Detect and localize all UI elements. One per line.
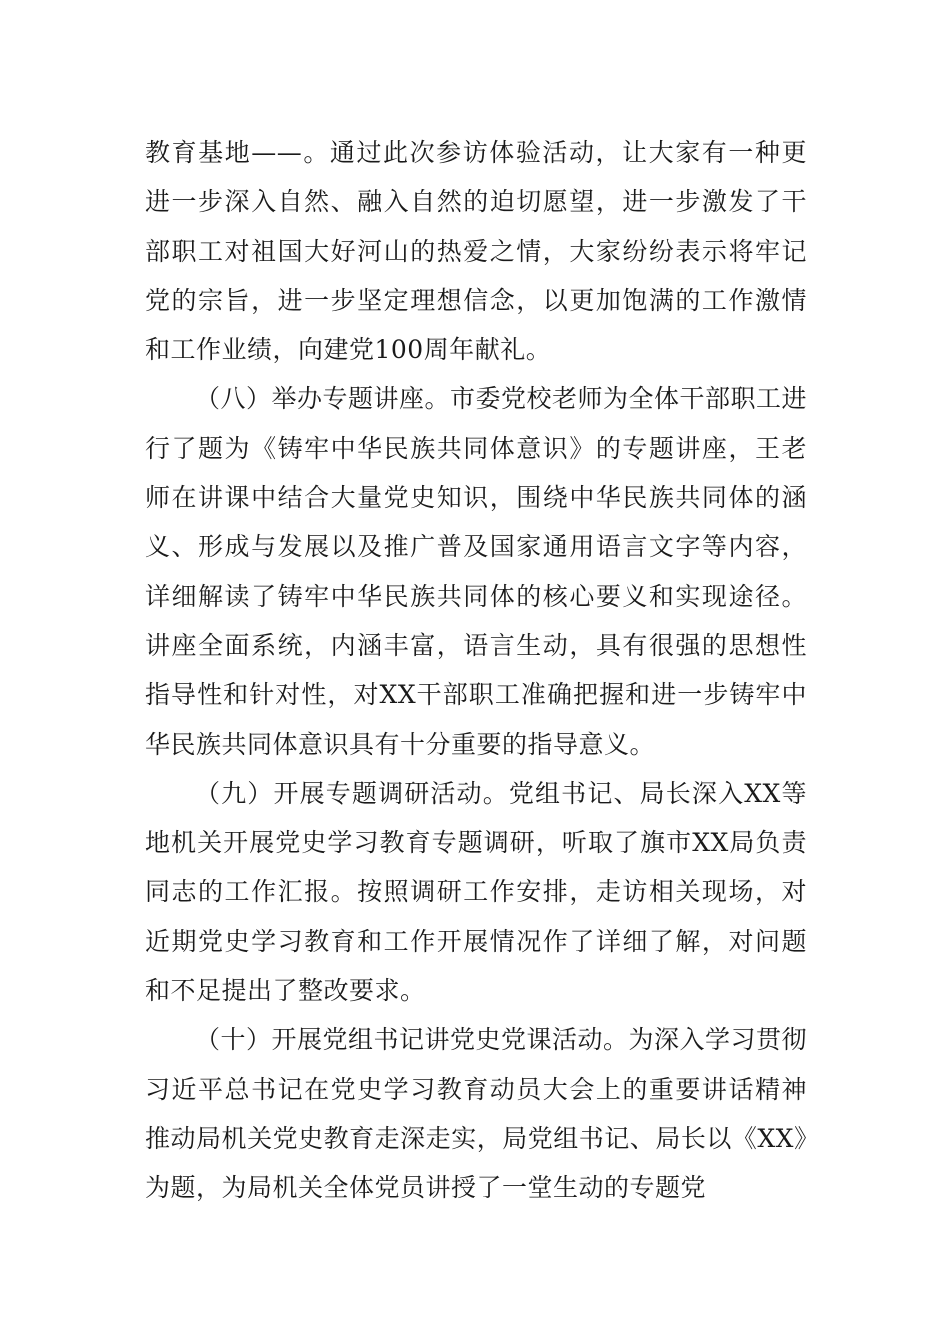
paragraph-section-8-lecture: （八）举办专题讲座。市委党校老师为全体干部职工进行了题为《铸牢中华民族共同体意识》的专题讲座，王老师在讲课中结合大量党史知识，围绕中华民族共同体的涵义、形成与发展以及推广普及国家通用语言文字等内容，详细解读了铸牢中华民族共同体的核心要义和实现途径。讲座全面系统，内涵丰富，语言生动，具有很强的思想性指导性和针对性，对XX干部职工准确把握和进一步铸牢中华民族共同体意识具有十分重要的指导意义。 bbox=[145, 384, 808, 759]
paragraph-section-9-research: （九）开展专题调研活动。党组书记、局长深入XX等地机关开展党史学习教育专题调研，听取了旗市XX局负责同志的工作汇报。按照调研工作安排，走访相关现场，对近期党史学习教育和工作开展情况作了详细了解，对问题和不足提出了整改要求。 bbox=[145, 778, 807, 1006]
body-text bbox=[145, 128, 807, 1213]
paragraph-section-10-party-lesson: （十）开展党组书记讲党史党课活动。为深入学习贯彻习近平总书记在党史学习教育动员大会上的重要讲话精神推动局机关党史教育走深走实，局党组书记、局长以《XX》为题，为局机关全体党员讲授了一堂生动的专题党 bbox=[145, 1025, 808, 1203]
paragraph-continuation: 教育基地——。通过此次参访体验活动，让大家有一种更进一步深入自然、融入自然的迫切愿望，进一步激发了干部职工对祖国大好河山的热爱之情，大家纷纷表示将牢记党的宗旨，进一步坚定理想信念，以更加饱满的工作激情和工作业绩，向建党100周年献礼。 bbox=[145, 138, 807, 365]
